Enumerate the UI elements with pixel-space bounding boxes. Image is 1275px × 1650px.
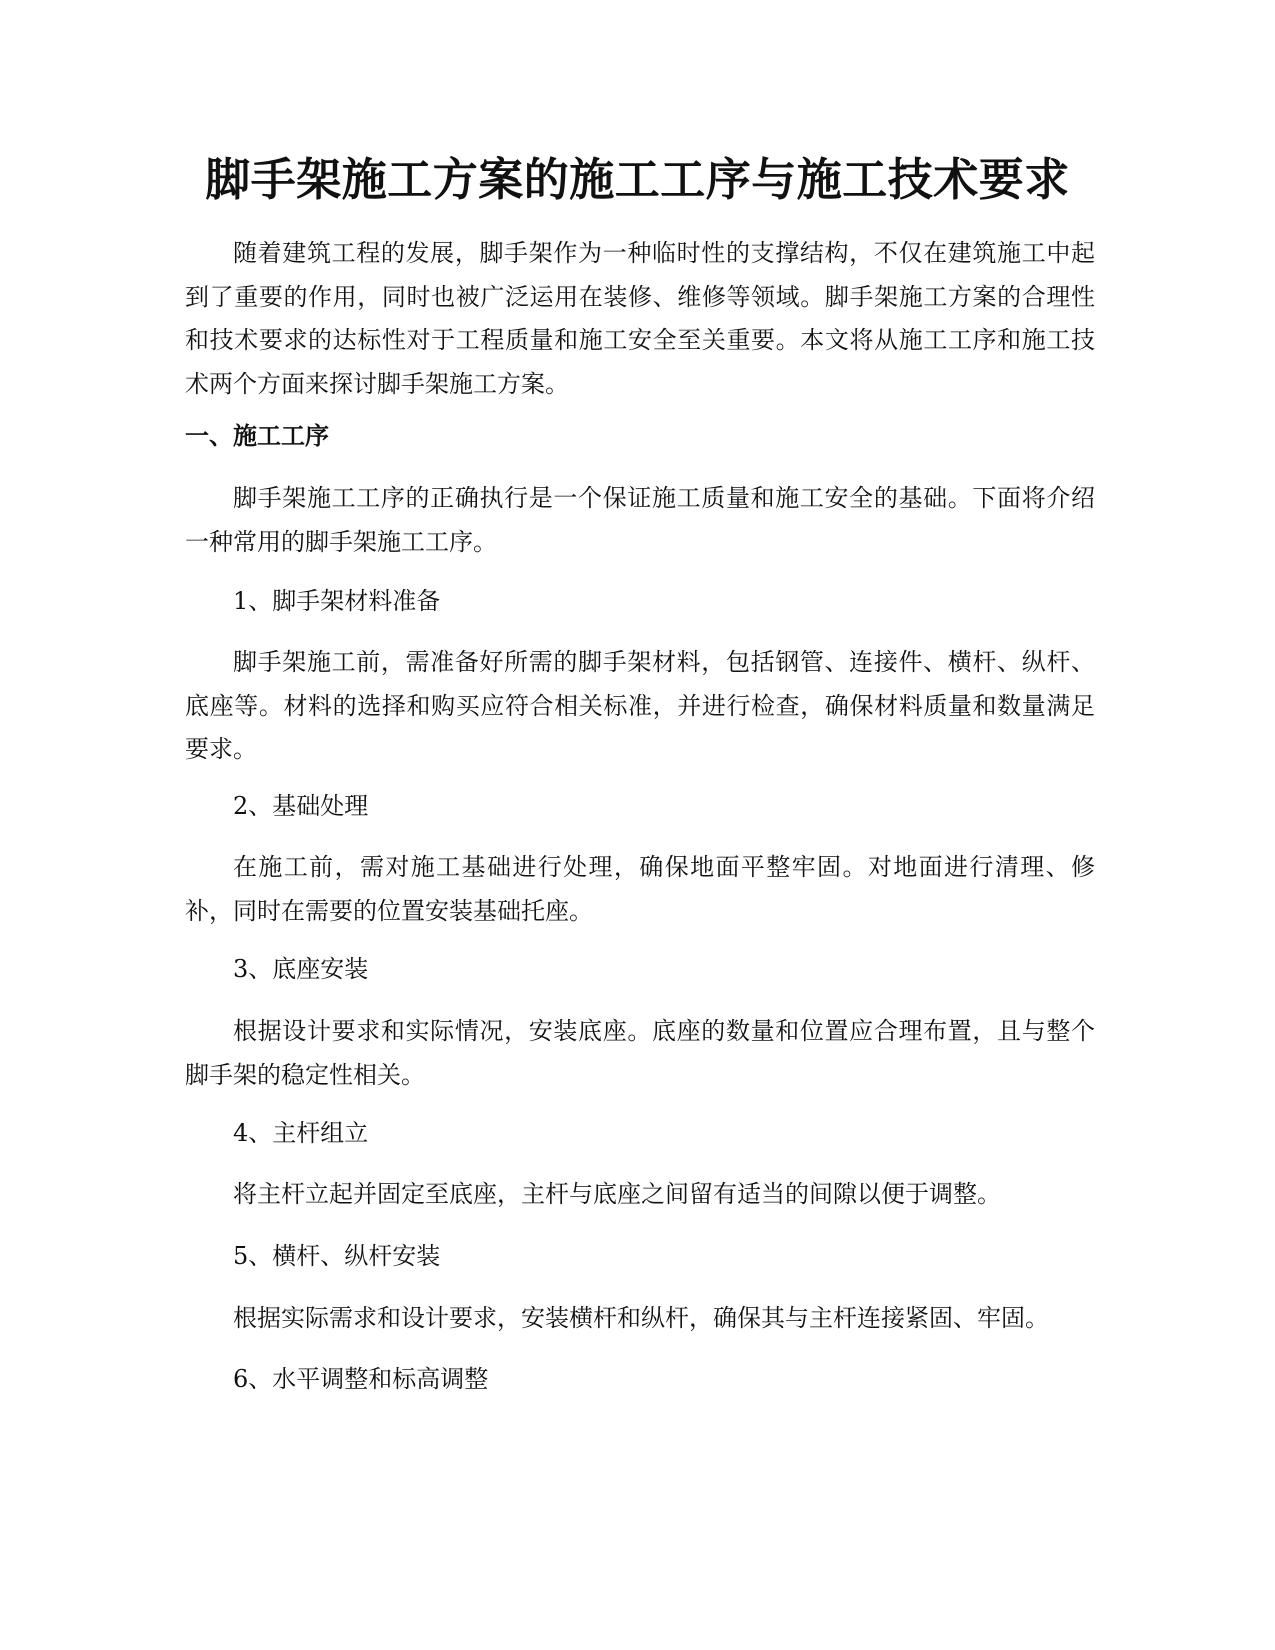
step-title: 2、基础处理	[233, 792, 369, 820]
step-title: 4、主杆组立	[233, 1119, 369, 1147]
step-text: 根据实际需求和设计要求，安装横杆和纵杆，确保其与主杆连接紧固、牢固。	[233, 1304, 1049, 1332]
document-title: 脚手架施工方案的施工工序与施工技术要求	[205, 153, 1070, 206]
step-text: 在施工前，需对施工基础进行处理，确保地面平整牢固。对地面进行清理、修补，同时在需要的位置安装基础托座。	[185, 853, 1095, 925]
step-title: 6、水平调整和标高调整	[233, 1365, 489, 1393]
step-text: 根据设计要求和实际情况，安装底座。底座的数量和位置应合理布置，且与整个脚手架的稳定性相关。	[185, 1017, 1095, 1089]
step-text: 将主杆立起并固定至底座，主杆与底座之间留有适当的间隙以便于调整。	[233, 1180, 1001, 1208]
step-title: 5、横杆、纵杆安装	[233, 1242, 441, 1270]
section-intro-paragraph: 脚手架施工工序的正确执行是一个保证施工质量和施工安全的基础。下面将介绍一种常用的脚手架施工工序。	[185, 484, 1095, 556]
step-title: 1、脚手架材料准备	[233, 587, 441, 615]
section-heading: 一、施工工序	[185, 422, 329, 450]
step-title: 3、底座安装	[233, 955, 369, 983]
intro-paragraph: 随着建筑工程的发展，脚手架作为一种临时性的支撑结构，不仅在建筑施工中起到了重要的作用，同时也被广泛运用在装修、维修等领域。脚手架施工方案的合理性和技术要求的达标性对于工程质量和施工安全至关重要。本文将从施工工序和施工技术两个方面来探讨脚手架施工方案。	[185, 239, 1095, 398]
step-text: 脚手架施工前，需准备好所需的脚手架材料，包括钢管、连接件、横杆、纵杆、底座等。材料的选择和购买应符合相关标准，并进行检查，确保材料质量和数量满足要求。	[185, 648, 1095, 763]
